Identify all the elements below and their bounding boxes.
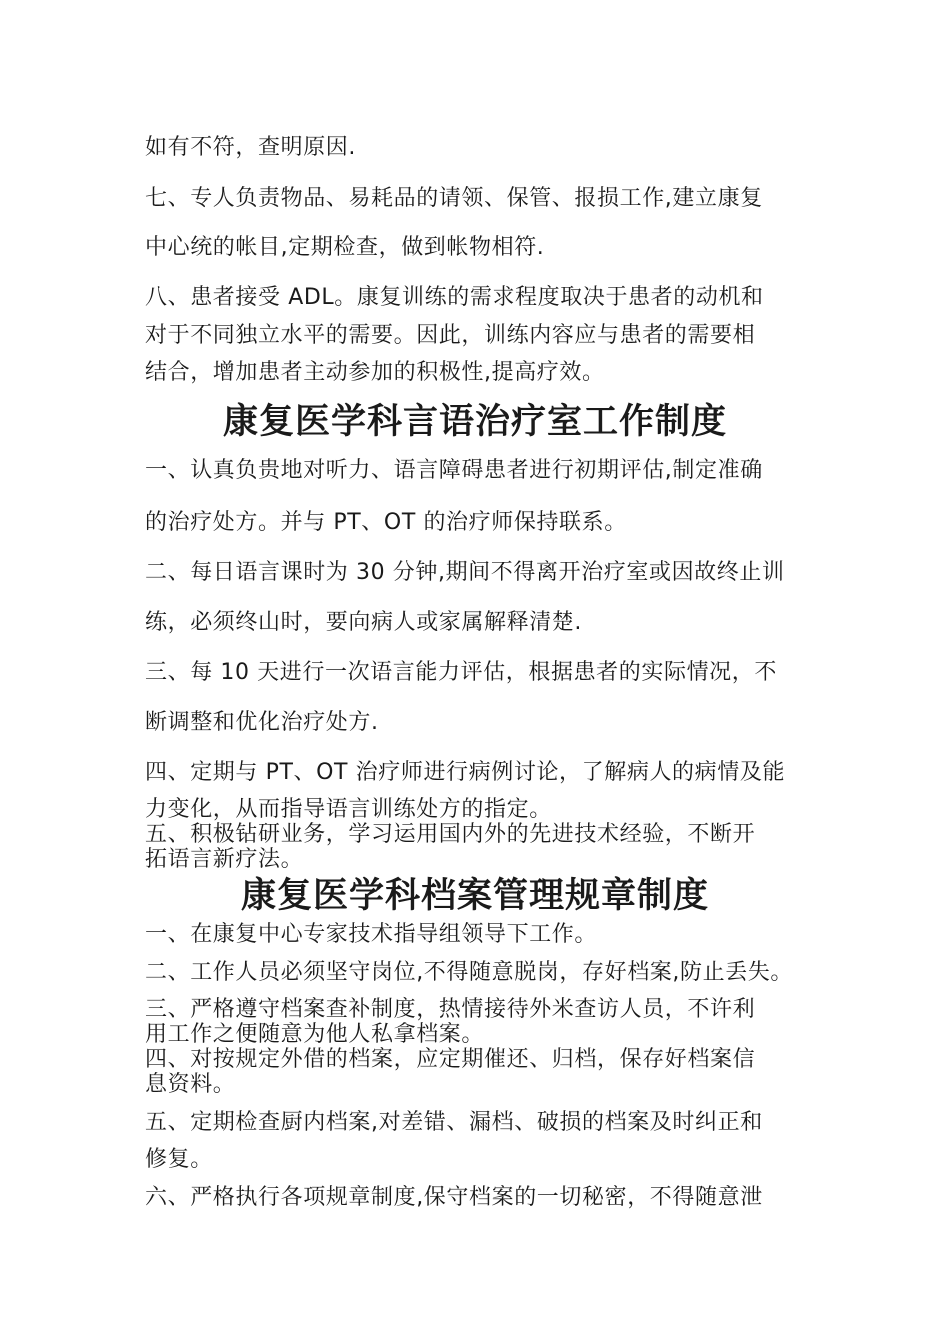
paragraph-line: 中心统的帐目,定期检查，做到帐物相符. [145, 235, 545, 260]
paragraph-line: 练，必须终山时，要向病人或家属解释清楚. [145, 610, 582, 635]
paragraph-line: 的治疗处方。并与 PT、OT 的治疗师保持联系。 [145, 510, 627, 535]
paragraph-line: 一、认真负贵地对听力、语言障碍患者进行初期评估,制定准确 [145, 458, 763, 483]
paragraph-line: 一、在康复中心专家技术指导组领导下工作。 [145, 922, 598, 947]
paragraph-line: 二、工作人员必须坚守岗位,不得随意脱岗，存好档案,防止丢失。 [145, 960, 793, 985]
paragraph-line: 八、患者接受 ADL。康复训练的需求程度取决于患者的动机和 [145, 285, 764, 310]
paragraph-line: 五、积极钻研业务，学习运用国内外的先进技术经验，不断开 [145, 822, 756, 847]
section-title-archive-management: 康复医学科档案管理规章制度 [240, 876, 709, 916]
paragraph-line: 二、每日语言课时为 30 分钟,期间不得离开治疗室或因故终止训 [145, 560, 785, 585]
paragraph-line: 四、定期与 PT、OT 治疗师进行病例讨论，了解病人的病情及能 [145, 760, 786, 785]
paragraph-line: 四、对按规定外借的档案，应定期催还、归档，保存好档案信 [145, 1047, 756, 1072]
paragraph-line: 三、每 10 天进行一次语言能力评估，根据患者的实际情况，不 [145, 660, 777, 685]
paragraph-line: 如有不符，查明原因. [145, 135, 356, 160]
paragraph-line: 六、严格执行各项规章制度,保守档案的一切秘密，不得随意泄 [145, 1185, 763, 1210]
section-title-speech-therapy: 康复医学科言语治疗室工作制度 [222, 402, 727, 442]
paragraph-line: 对于不同独立水平的需要。因此，训练内容应与患者的需要相 [145, 323, 756, 348]
paragraph-line: 三、严格遵守档案查补制度，热情接待外米查访人员，不许利 [145, 997, 756, 1022]
paragraph-line: 息资料。 [145, 1072, 236, 1097]
paragraph-line: 结合，增加患者主动参加的积极性,提高疗效。 [145, 360, 605, 385]
paragraph-line: 五、定期检查厨内档案,对差错、漏档、破损的档案及时纠正和 [145, 1110, 763, 1135]
paragraph-line: 断调整和优化治疗处方. [145, 710, 379, 735]
paragraph-line: 七、专人负责物品、易耗品的请领、保管、报损工作,建立康复 [145, 186, 763, 211]
paragraph-line: 用工作之便随意为他人私拿档案。 [145, 1022, 485, 1047]
paragraph-line: 拓语言新疗法。 [145, 847, 304, 872]
paragraph-line: 力变化，从而指导语言训练处方的指定。 [145, 797, 552, 822]
paragraph-line: 修复。 [145, 1147, 213, 1172]
